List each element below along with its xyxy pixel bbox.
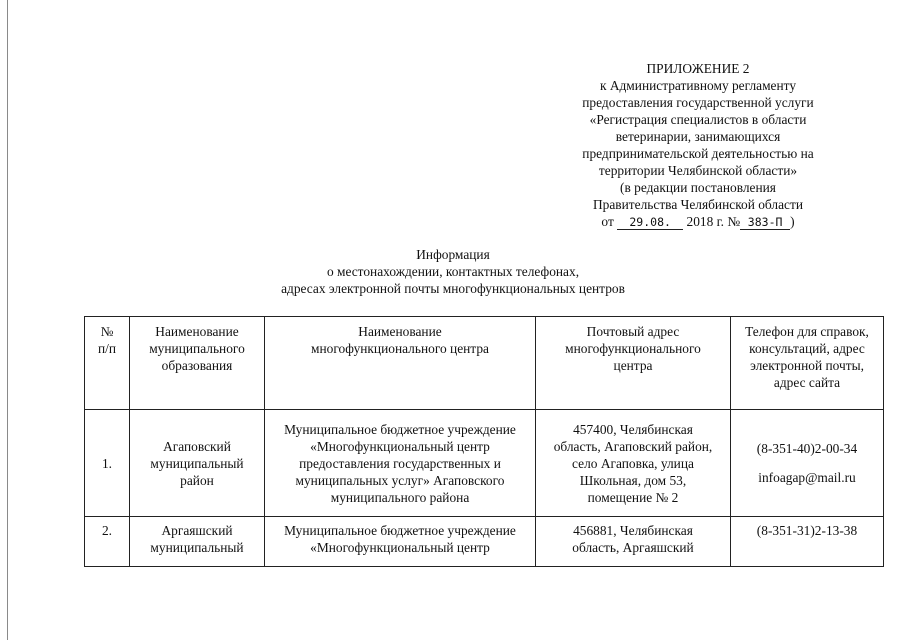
contacts-cell <box>731 517 884 567</box>
closing-paren: ) <box>790 214 795 229</box>
mfc-table <box>84 316 884 567</box>
row-number: 2. <box>85 517 130 567</box>
header-municipality: Наименование муниципального образования <box>130 317 265 410</box>
handwritten-number: 383-П <box>740 215 790 230</box>
annex-line: территории Челябинской области» <box>598 163 798 178</box>
municipality-cell: Аргаяшский муниципальный <box>130 517 265 567</box>
email-text: infoagap@mail.ru <box>758 470 856 485</box>
phone-text: (8-351-40)2-00-34 <box>756 441 858 456</box>
header-contacts: Телефон для справок, консультаций, адрес электронной почты, адрес сайта <box>731 317 884 410</box>
address-cell: 456881, Челябинская область, Аргаяшский <box>536 517 731 567</box>
document-title <box>230 246 676 297</box>
annex-header <box>548 60 848 230</box>
annex-line: ПРИЛОЖЕНИЕ 2 <box>646 61 750 76</box>
annex-line: ветеринарии, занимающихся <box>615 129 781 144</box>
annex-line: к Административному регламенту <box>599 78 797 93</box>
page-edge-line <box>7 0 8 640</box>
header-num: № п/п <box>85 317 130 410</box>
table-row <box>85 410 884 517</box>
address-cell: 457400, Челябинская область, Агаповский район, село Агаповка, улица Школьная, дом 53, помещение № 2 <box>536 410 731 517</box>
date-prefix: от <box>601 214 614 229</box>
title-line: о местонахождении, контактных телефонах, <box>326 264 580 279</box>
annex-line: предпринимательской деятельностью на <box>582 146 814 161</box>
municipality-cell: Агаповский муниципальный район <box>130 410 265 517</box>
title-line: адресах электронной почты многофункциональных центров <box>281 281 625 296</box>
title-line: Информация <box>416 247 490 262</box>
contacts-cell <box>731 410 884 517</box>
center-name-cell: Муниципальное бюджетное учреждение «Многофункциональный центр предоставления государственных и муниципальных услуг» Агаповского муниципального района <box>265 410 536 517</box>
center-name-cell: Муниципальное бюджетное учреждение «Многофункциональный центр <box>265 517 536 567</box>
table-header-row <box>85 317 884 410</box>
annex-line: «Регистрация специалистов в области <box>589 112 807 127</box>
annex-line: Правительства Челябинской области <box>593 197 803 212</box>
header-address: Почтовый адрес многофункционального центра <box>536 317 731 410</box>
annex-date-line <box>548 213 848 230</box>
annex-line: предоставления государственной услуги <box>582 95 814 110</box>
annex-line: (в редакции постановления <box>620 180 776 195</box>
year-text: 2018 г. № <box>686 214 741 229</box>
row-number: 1. <box>85 410 130 517</box>
handwritten-date: 29.08. <box>617 215 683 230</box>
phone-text: (8-351-31)2-13-38 <box>756 523 858 538</box>
header-center-name: Наименование многофункционального центра <box>265 317 536 410</box>
table-row <box>85 517 884 567</box>
